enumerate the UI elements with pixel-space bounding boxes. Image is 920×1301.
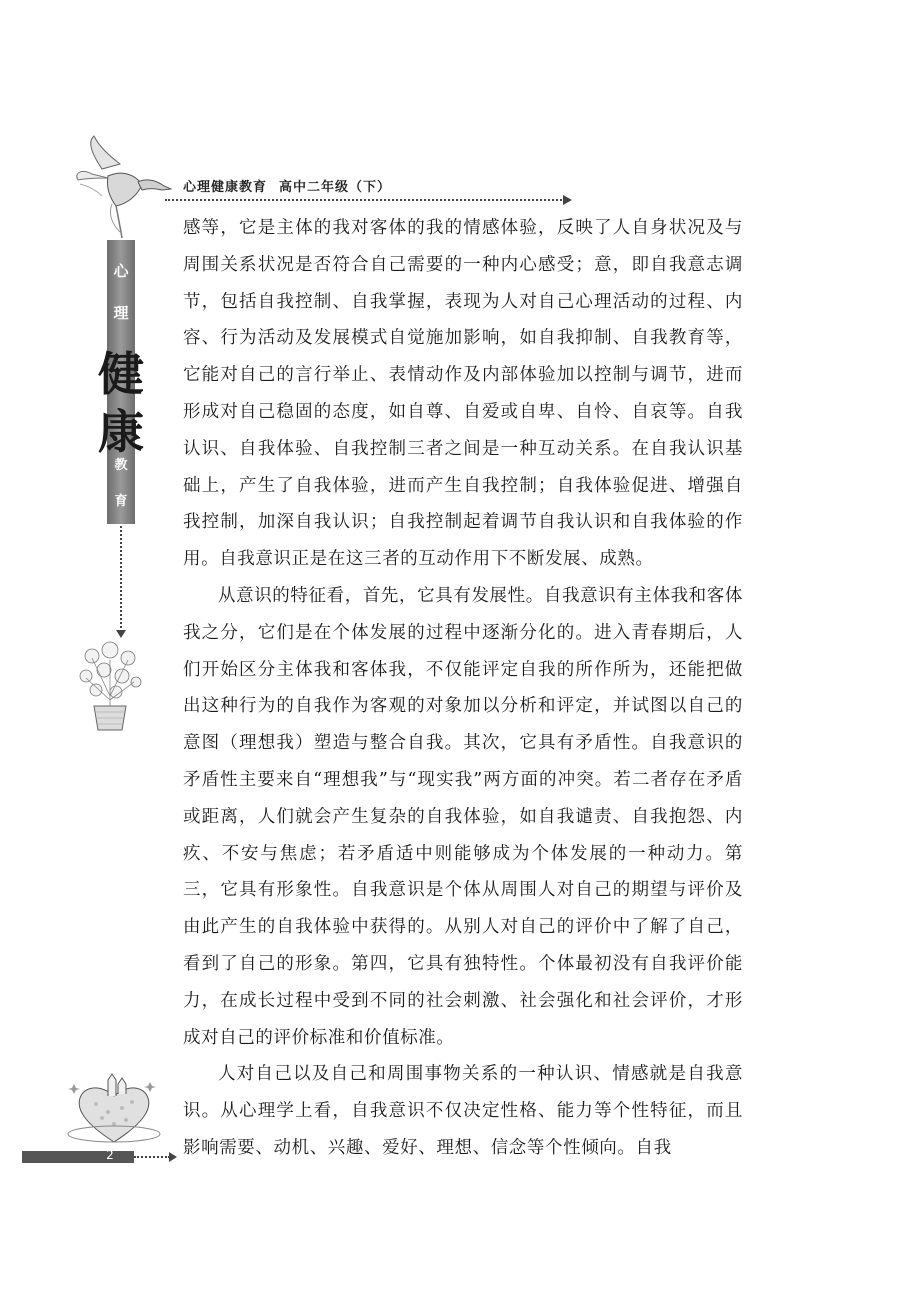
paragraph-2: 从意识的特征看，首先，它具有发展性。自我意识有主体我和客体我之分，它们是在个体发展的过程中逐渐分化的。进入青春期后，人们开始区分主体我和客体我，不仅能评定自我的所作所为，还能把做出这种行为的自我作为客观的对象加以分析和评定，并试图以自己的意图（理想我）塑造与整合自我。其次，它具有矛盾性。自我意识的矛盾性主要来自“理想我”与“现实我”两方面的冲突。若二者存在矛盾或距离，人们就会产生复杂的自我体验，如自我谴责、自我抱怨、内疚、不安与焦虑；若矛盾适中则能够成为个体发展的一种动力。第三，它具有形象性。自我意识是个体从周围人对自己的期望与评价及由此产生的自我体验中获得的。从别人对自己的评价中了解了自己，看到了自己的形象。第四，它具有独特性。个体最初没有自我评价能力，在成长过程中受到不同的社会刺激、社会强化和社会评价，才形成对自己的评价标准和价值标准。 — [183, 585, 743, 1048]
paragraph-1: 感等，它是主体的我对客体的我的情感体验，反映了人自身状况及与周围关系状况是否符合自己需要的一种内心感受；意，即自我意志调节，包括自我控制、自我掌握，表现为人对自己心理活动的过程、内容、行为活动及发展模式自觉施加影响，如自我抑制、自我教育等，它能对自己的言行举止、表情动作及内部体验加以控制与调节，进而形成对自己稳固的态度，如自尊、自爱或自卑、自怜、自哀等。自我认识、自我体验、自我控制三者之间是一种互动关系。在自我认识基础上，产生了自我体验，进而产生自我控制；自我体验促进、增强自我控制，加深自我认识；自我控制起着调节自我认识和自我体验的作用。自我意识正是在这三者的互动作用下不断发展、成熟。 — [183, 218, 743, 570]
banner-char-6: 育 — [114, 494, 128, 509]
header-grade: 高中二年级（下） — [279, 180, 392, 195]
paragraph-3: 人对自己以及自己和周围事物关系的一种认识、情感就是自我意识。从心理学上看，自我意识不仅决定性格、能力等个性特征，而且影响需要、动机、兴趣、爱好、理想、信念等个性倾向。自我 — [183, 1064, 743, 1158]
banner-char-5: 教 — [114, 458, 128, 473]
footer-arrow-icon — [169, 1152, 177, 1162]
banner-char-1: 心 — [113, 262, 129, 280]
page-number: 2 — [106, 1148, 114, 1162]
side-dotted-rule — [120, 526, 122, 632]
banner-big-char-1: 健 — [98, 347, 144, 401]
header-arrow-icon — [563, 195, 572, 205]
running-header — [183, 176, 391, 195]
flower-pot-icon — [70, 636, 150, 736]
banner-char-2: 理 — [113, 304, 129, 322]
header-subject: 心理健康教育 — [183, 180, 268, 195]
header-dotted-rule — [165, 199, 565, 201]
heart-castle-icon — [66, 1064, 162, 1148]
banner-big-char-2: 康 — [98, 405, 144, 459]
body-text — [183, 210, 743, 1167]
crane-bird-icon — [72, 134, 172, 244]
footer-dotted-rule — [134, 1156, 170, 1158]
